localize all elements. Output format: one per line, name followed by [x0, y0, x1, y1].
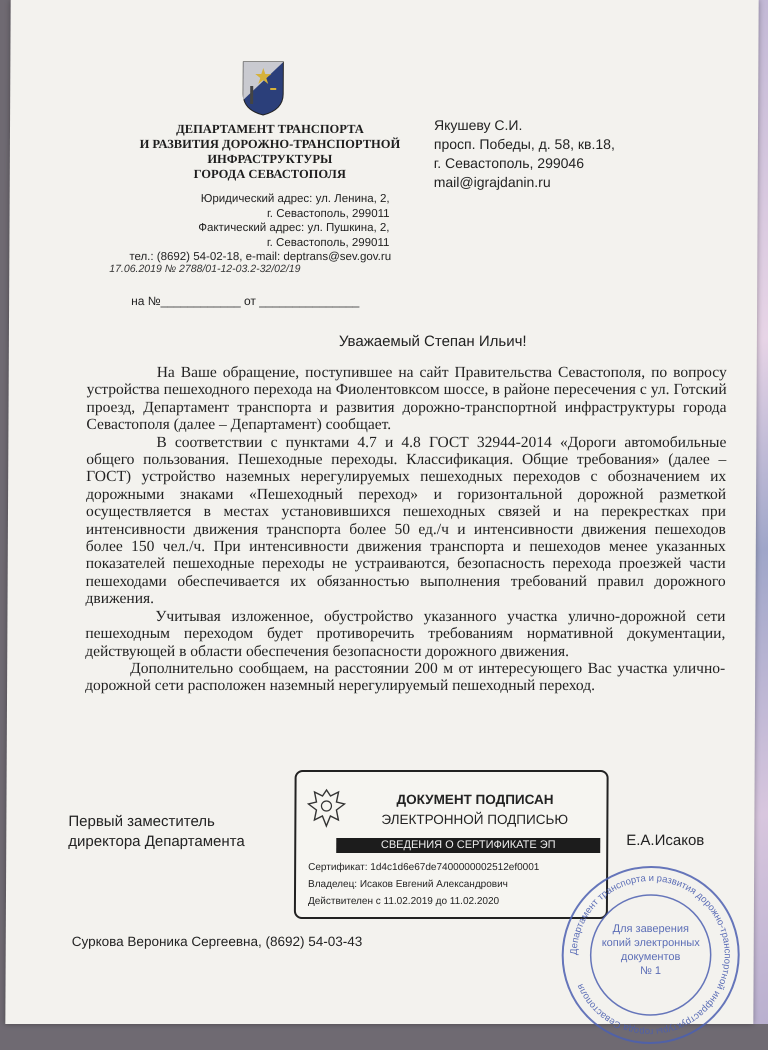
certificate-validity: Действителен с 11.02.2019 до 11.02.2020: [307, 896, 500, 907]
department-title: [120, 122, 420, 182]
stamp-center-line: № 1: [640, 965, 662, 977]
body-paragraph: Дополнительно сообщаем, на расстоянии 200 м от интересующего Вас участка улично-дорожной сети расположен наземный нерегулируемый пешеходный переход.: [85, 659, 726, 695]
stamp-center-line: документов: [620, 951, 681, 963]
address-line: г. Севастополь, 299011: [266, 207, 390, 220]
esign-title: ДОКУМЕНТ ПОДПИСАН: [396, 792, 554, 807]
letter-sheet: [5, 0, 758, 1038]
stamp-center-line: копий электронных: [601, 937, 700, 949]
address-line: Фактический адрес: ул. Пушкина, 2,: [198, 222, 390, 235]
addressee-line: г. Севастополь, 299046: [433, 155, 585, 171]
registration-number: 17.06.2019 № 2788/01-12-03.2-32/02/19: [109, 263, 301, 275]
addressee-block: [434, 116, 615, 192]
certificate-owner: Владелец: Исаков Евгений Александрович: [308, 879, 508, 890]
body-paragraph: Учитывая изложенное, обустройство указанного участка улично-дорожной сети пешеходным переходом будет противоречить требованиям нормативной документации, действующей в области обеспечения безопасности дорожного движения.: [85, 607, 726, 660]
stamp-ring-text: Департамент транспорта и развития дорожно-транспортной инфраструктуры города Севастополя: [568, 872, 733, 1038]
stamp-center-line: Для заверения: [612, 923, 689, 935]
signer-position: [68, 812, 245, 852]
esign-subtitle: ЭЛЕКТРОННОЙ ПОДПИСЬЮ: [381, 812, 569, 827]
position-line: директора Департамента: [68, 833, 245, 850]
certificate-header-bar: СВЕДЕНИЯ О СЕРТИФИКАТЕ ЭП: [336, 838, 600, 853]
position-line: Первый заместитель: [68, 813, 215, 830]
city-emblem-icon: [240, 60, 286, 116]
body-paragraph: В соответствии с пунктами 4.7 и 4.8 ГОСТ 32944-2014 «Дороги автомобильные общего пользования. Пешеходные переходы. Классификация. Общие требования» (далее – ГОСТ) устройство наземных нерегулируемых пешеходных переходов с обозначением их дорожными знаками «Пешеходный переход» и горизонтальной дорожной разметкой осуществляется в местах установившихся пешеходных связей и на перекрестках при интенсивности движения транспорта более 50 ед./ч и интенсивности движения пешеходов более 150 чел./ч. При интенсивности движения транспорта и пешеходов менее указанных показателей пешеходные переходы не устраиваются, безопасность перехода проезжей части пешеходами обеспечивается их обязанностью выполнения требований правил дорожного движения.: [85, 433, 727, 608]
russian-eagle-icon: [306, 786, 346, 830]
contact-line: тел.: (8692) 54-02-18, e-mail: deptrans@sev.gov.ru: [129, 251, 392, 264]
dept-title-line: И РАЗВИТИЯ ДОРОЖНО-ТРАНСПОРТНОЙ: [139, 137, 401, 151]
certificate-id: Сертификат: 1d4c1d6e67de7400000002512ef0001: [308, 862, 540, 873]
addressee-line: просп. Победы, д. 58, кв.18,: [433, 136, 615, 152]
body-paragraph: На Ваше обращение, поступившее на сайт Правительства Севастополя, по вопросу устройства пешеходного перехода на Фиолентовксом шоссе, в районе пересечения с ул. Готский проезд, Департамент транспорта и развития дорожно-транспортной инфраструктуры города Севастополя (далее – Департамент) сообщает.: [86, 364, 727, 434]
dept-title-line: ДЕПАРТАМЕНТ ТРАНСПОРТА: [176, 122, 364, 136]
address-line: Юридический адрес: ул. Ленина, 2,: [200, 193, 390, 205]
addressee-line: Якушеву С.И.: [433, 117, 523, 133]
department-address: [129, 192, 392, 265]
executor-contact: Суркова Вероника Сергеевна, (8692) 54-03-43: [71, 934, 363, 949]
letter-body: [85, 364, 727, 695]
signer-name: Е.А.Исаков: [626, 832, 705, 849]
reference-line: на №____________ от _______________: [131, 294, 360, 308]
addressee-email: mail@igrajdanin.ru: [433, 174, 551, 190]
dept-title-line: ИНФРАСТРУКТУРЫ: [207, 152, 333, 166]
dept-title-line: ГОРОДА СЕВАСТОПОЛЯ: [193, 167, 346, 181]
official-stamp-icon: [555, 860, 746, 1050]
greeting: Уважаемый Степан Ильич!: [338, 333, 527, 350]
address-line: г. Севастополь, 299011: [266, 236, 390, 249]
